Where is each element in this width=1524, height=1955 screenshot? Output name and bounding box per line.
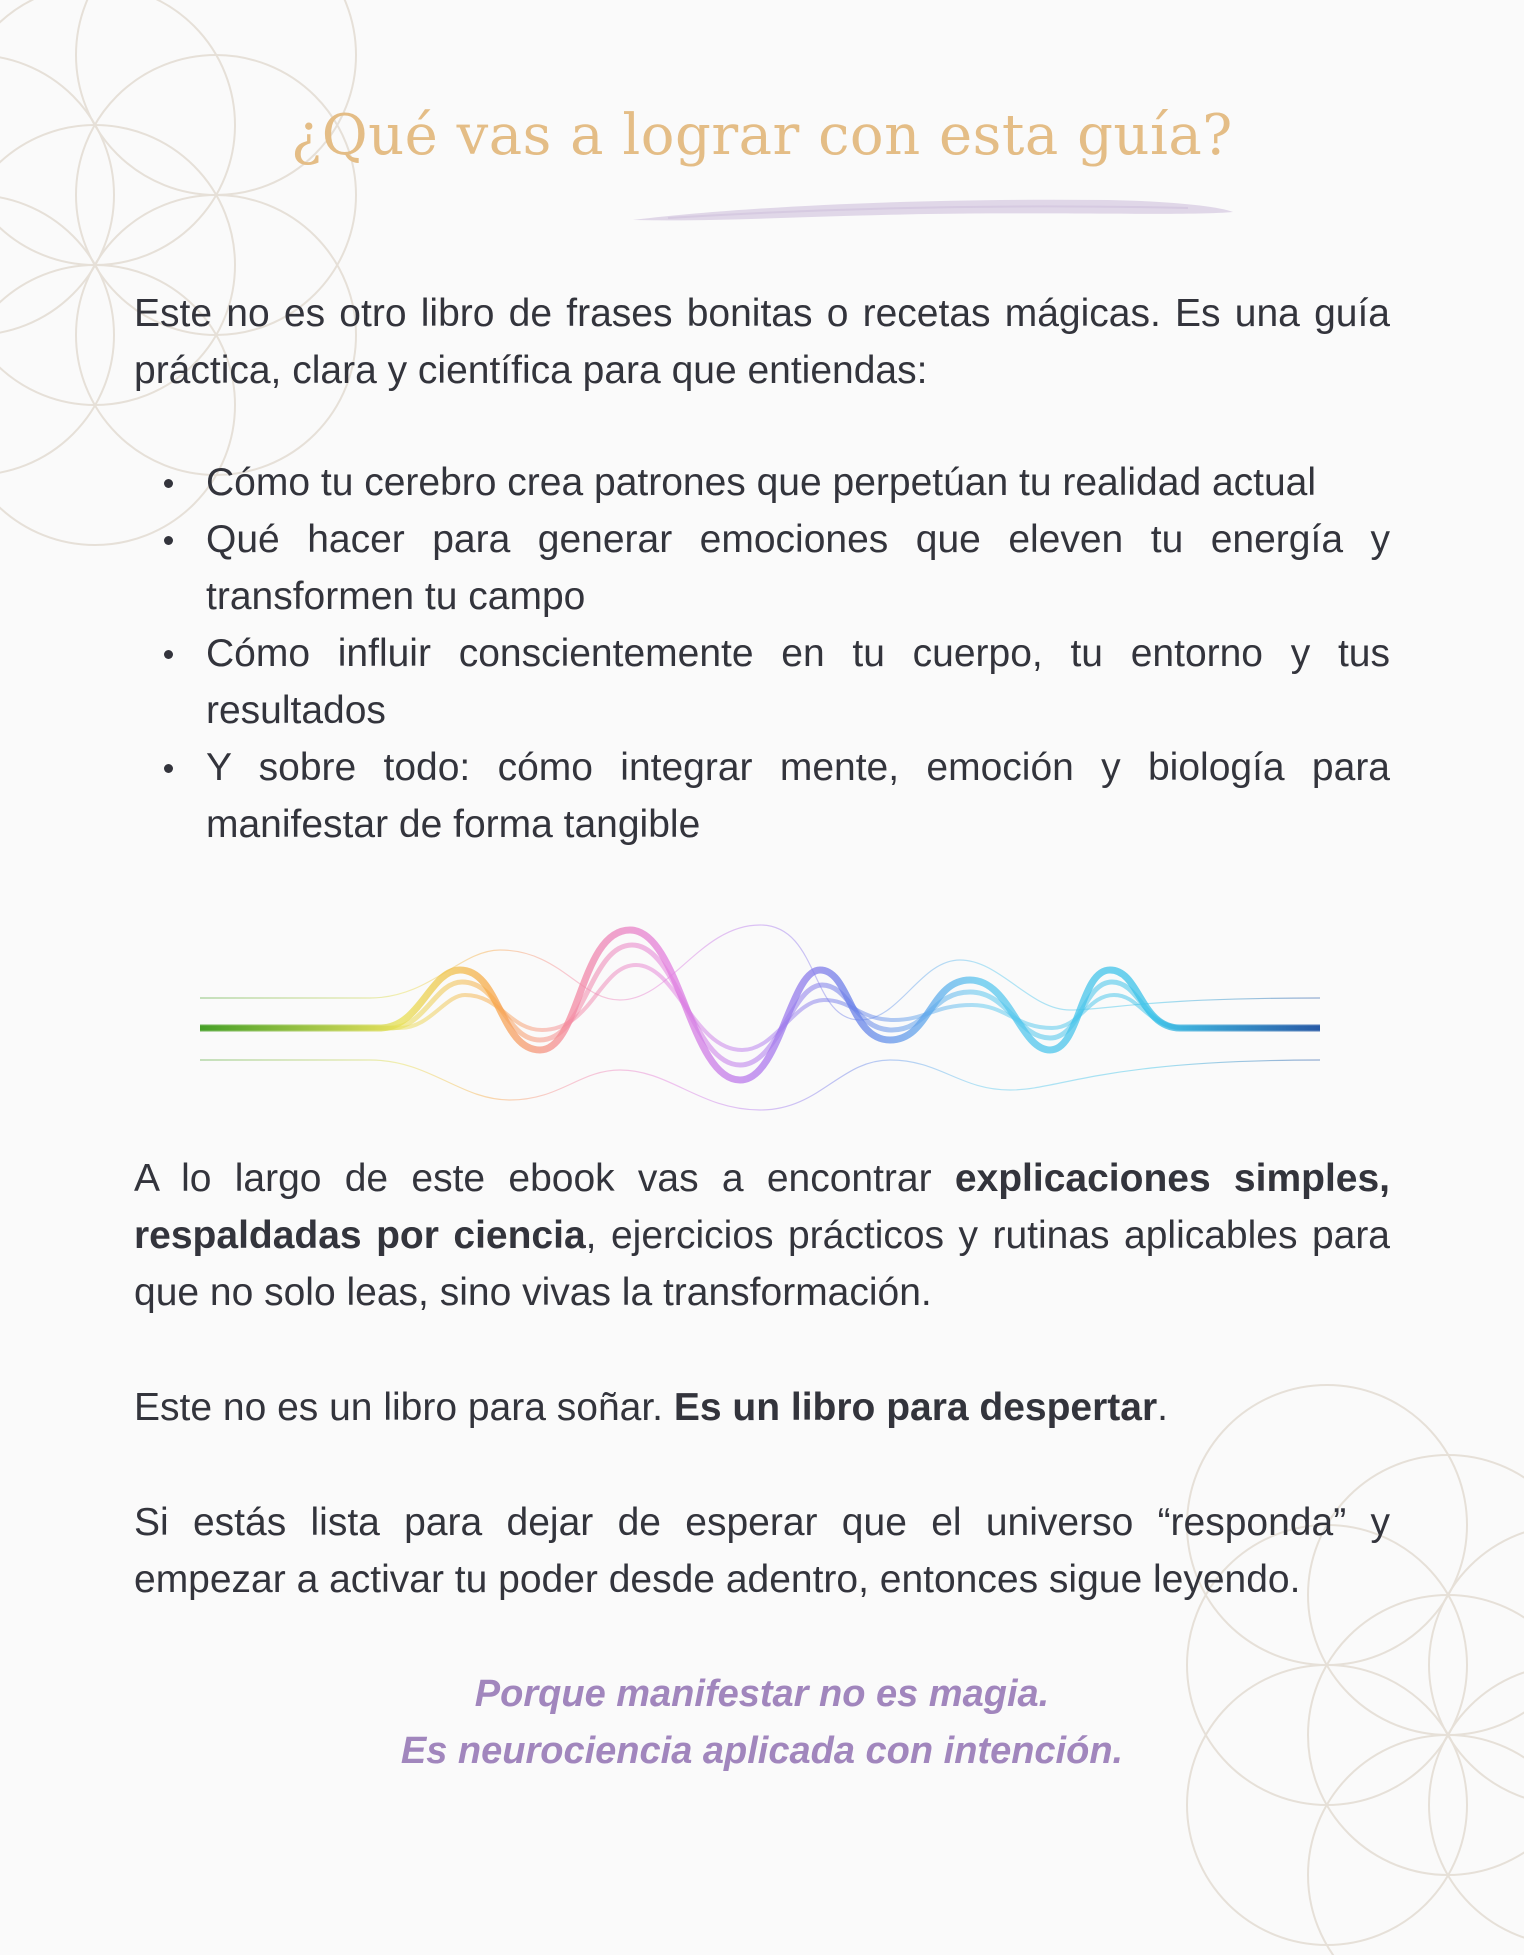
list-item: Cómo influir conscientemente en tu cuerpo, tu entorno y tus resultados: [206, 625, 1390, 739]
list-item: Qué hacer para generar emociones que eleven tu energía y transformen tu campo: [206, 511, 1390, 625]
paragraph-text: , ejercicios prácticos y rutinas aplicables para que no solo leas, sino vivas la transformación.: [134, 1214, 1391, 1314]
bullet-list: [134, 454, 1390, 853]
list-item: Y sobre todo: cómo integrar mente, emoción y biología para manifestar de forma tangible: [206, 739, 1390, 853]
paragraph-bold-text: explicaciones simples, respaldadas por ciencia: [134, 1157, 1391, 1257]
intro-paragraph: Este no es otro libro de frases bonitas o recetas mágicas. Es una guía práctica, clara y científica para que entiendas:: [134, 292, 1390, 392]
paragraph-text: Este no es un libro para soñar.: [134, 1386, 674, 1429]
intro-section: [134, 285, 1390, 853]
paragraph-bold-text: Es un libro para despertar: [673, 1386, 1158, 1429]
paragraph-text: .: [1157, 1386, 1168, 1429]
brush-stroke-underline: [628, 188, 1238, 228]
paragraph-awaken: [134, 1379, 1390, 1436]
sound-wave-illustration: [200, 910, 1320, 1120]
page-title: ¿Qué vas a lograr con esta guía?: [291, 103, 1233, 168]
quote-line-2: Es neurociencia aplicada con intención.: [400, 1730, 1124, 1772]
paragraph-text: A lo largo de este ebook vas a encontrar: [134, 1157, 955, 1200]
paragraph-explanations: [134, 1150, 1390, 1321]
quote-line-1: Porque manifestar no es magia.: [474, 1673, 1050, 1715]
paragraph-keep-reading: Si estás lista para dejar de esperar que el universo “responda” y empezar a activar tu poder desde adentro, entonces sigue leyendo.: [134, 1501, 1390, 1601]
list-item: Cómo tu cerebro crea patrones que perpetúan tu realidad actual: [206, 454, 1390, 511]
closing-quote: [0, 1666, 1524, 1780]
